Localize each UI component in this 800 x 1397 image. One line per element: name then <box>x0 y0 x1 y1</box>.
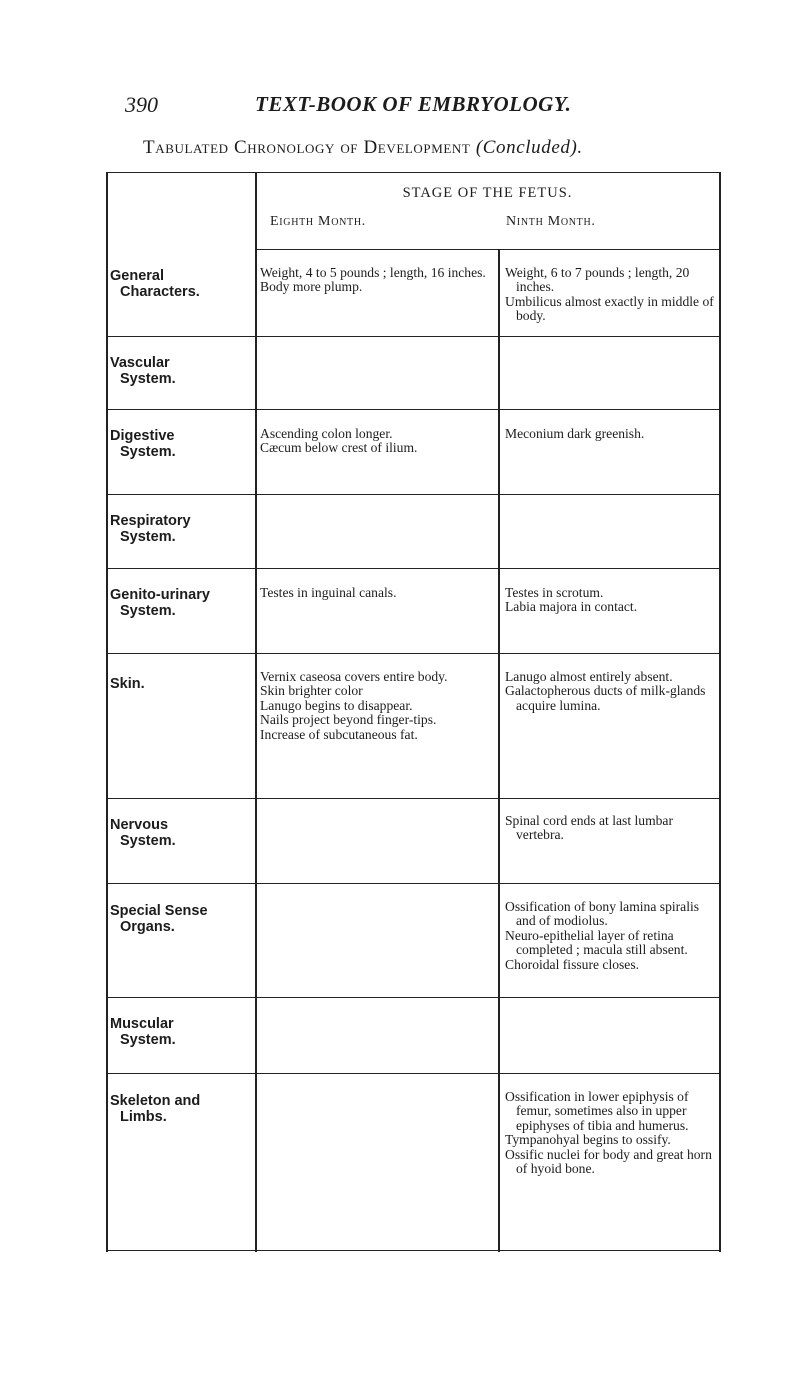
table-top-border <box>106 172 720 173</box>
cell-ninth-special-sense: Ossification of bony lamina spiralis and of modiolus. Neuro-epithelial layer of retina completed ; macula still absent. Choroidal fissure closes. <box>505 899 700 972</box>
stage-heading: STAGE OF THE FETUS. <box>402 185 573 201</box>
row-label-special-sense-organs: Special Sense Organs. <box>110 903 208 935</box>
row-rule <box>106 997 720 998</box>
page-header <box>0 92 800 122</box>
row-label-skin: Skin. <box>110 676 145 692</box>
cell-ninth-general: Weight, 6 to 7 pounds ; length, 20 inches. Umbilicus almost exactly in middle of body. <box>505 265 714 324</box>
cell-ninth-genito-urinary: Testes in scrotum. Labia majora in contact. <box>505 585 638 615</box>
column-header-ninth-month: Ninth Month. <box>506 214 596 229</box>
row-label-muscular-system: Muscular System. <box>110 1016 176 1048</box>
cell-ninth-digestive: Meconium dark greenish. <box>505 426 645 441</box>
row-rule <box>106 336 720 337</box>
row-label-nervous-system: Nervous System. <box>110 817 176 849</box>
cell-ninth-skeleton: Ossification in lower epiphysis of femur, sometimes also in upper epiphyses of tibia and humerus. Tympanohyal begins to ossify. Ossific nuclei for body and great horn of hyoid bone. <box>505 1089 712 1177</box>
row-label-general-characters: General Characters. <box>110 268 200 300</box>
row-rule <box>106 1073 720 1074</box>
table-title-note: (Concluded). <box>475 137 583 158</box>
row-rule <box>106 798 720 799</box>
column-divider-months <box>498 250 500 1252</box>
cell-ninth-skin: Lanugo almost entirely absent. Galactopherous ducts of milk-glands acquire lumina. <box>505 669 706 713</box>
row-label-vascular-system: Vascular System. <box>110 355 176 387</box>
table-left-border <box>106 172 108 1252</box>
column-divider-label <box>255 172 257 1252</box>
row-rule <box>106 883 720 884</box>
row-rule <box>106 409 720 410</box>
row-rule <box>106 653 720 654</box>
row-rule <box>106 494 720 495</box>
cell-ninth-nervous: Spinal cord ends at last lumbar vertebra. <box>505 813 673 843</box>
cell-eighth-digestive: Ascending colon longer. Cæcum below crest of ilium. <box>260 426 418 456</box>
running-head: TEXT-BOOK OF EMBRYOLOGY. <box>255 92 572 116</box>
page-number: 390 <box>125 92 158 117</box>
row-label-skeleton-and-limbs: Skeleton and Limbs. <box>110 1093 201 1125</box>
cell-eighth-genito-urinary: Testes in inguinal canals. <box>260 585 397 600</box>
header-rule <box>255 249 720 250</box>
table-title <box>143 137 583 159</box>
row-label-digestive-system: Digestive System. <box>110 428 176 460</box>
row-label-respiratory-system: Respiratory System. <box>110 513 191 545</box>
cell-eighth-skin: Vernix caseosa covers entire body. Skin brighter color Lanugo begins to disappear. Nails project beyond finger-tips. Increase of subcutaneous fat. <box>260 669 448 742</box>
table-title-main: Tabulated Chronology of Development <box>143 137 471 158</box>
cell-eighth-general: Weight, 4 to 5 pounds ; length, 16 inches. Body more plump. <box>260 265 486 295</box>
row-rule <box>106 568 720 569</box>
table-right-border <box>719 172 721 1252</box>
row-label-genito-urinary-system: Genito-urinary System. <box>110 587 210 619</box>
table-bottom-border <box>106 1250 720 1251</box>
column-header-eighth-month: Eighth Month. <box>270 214 366 229</box>
